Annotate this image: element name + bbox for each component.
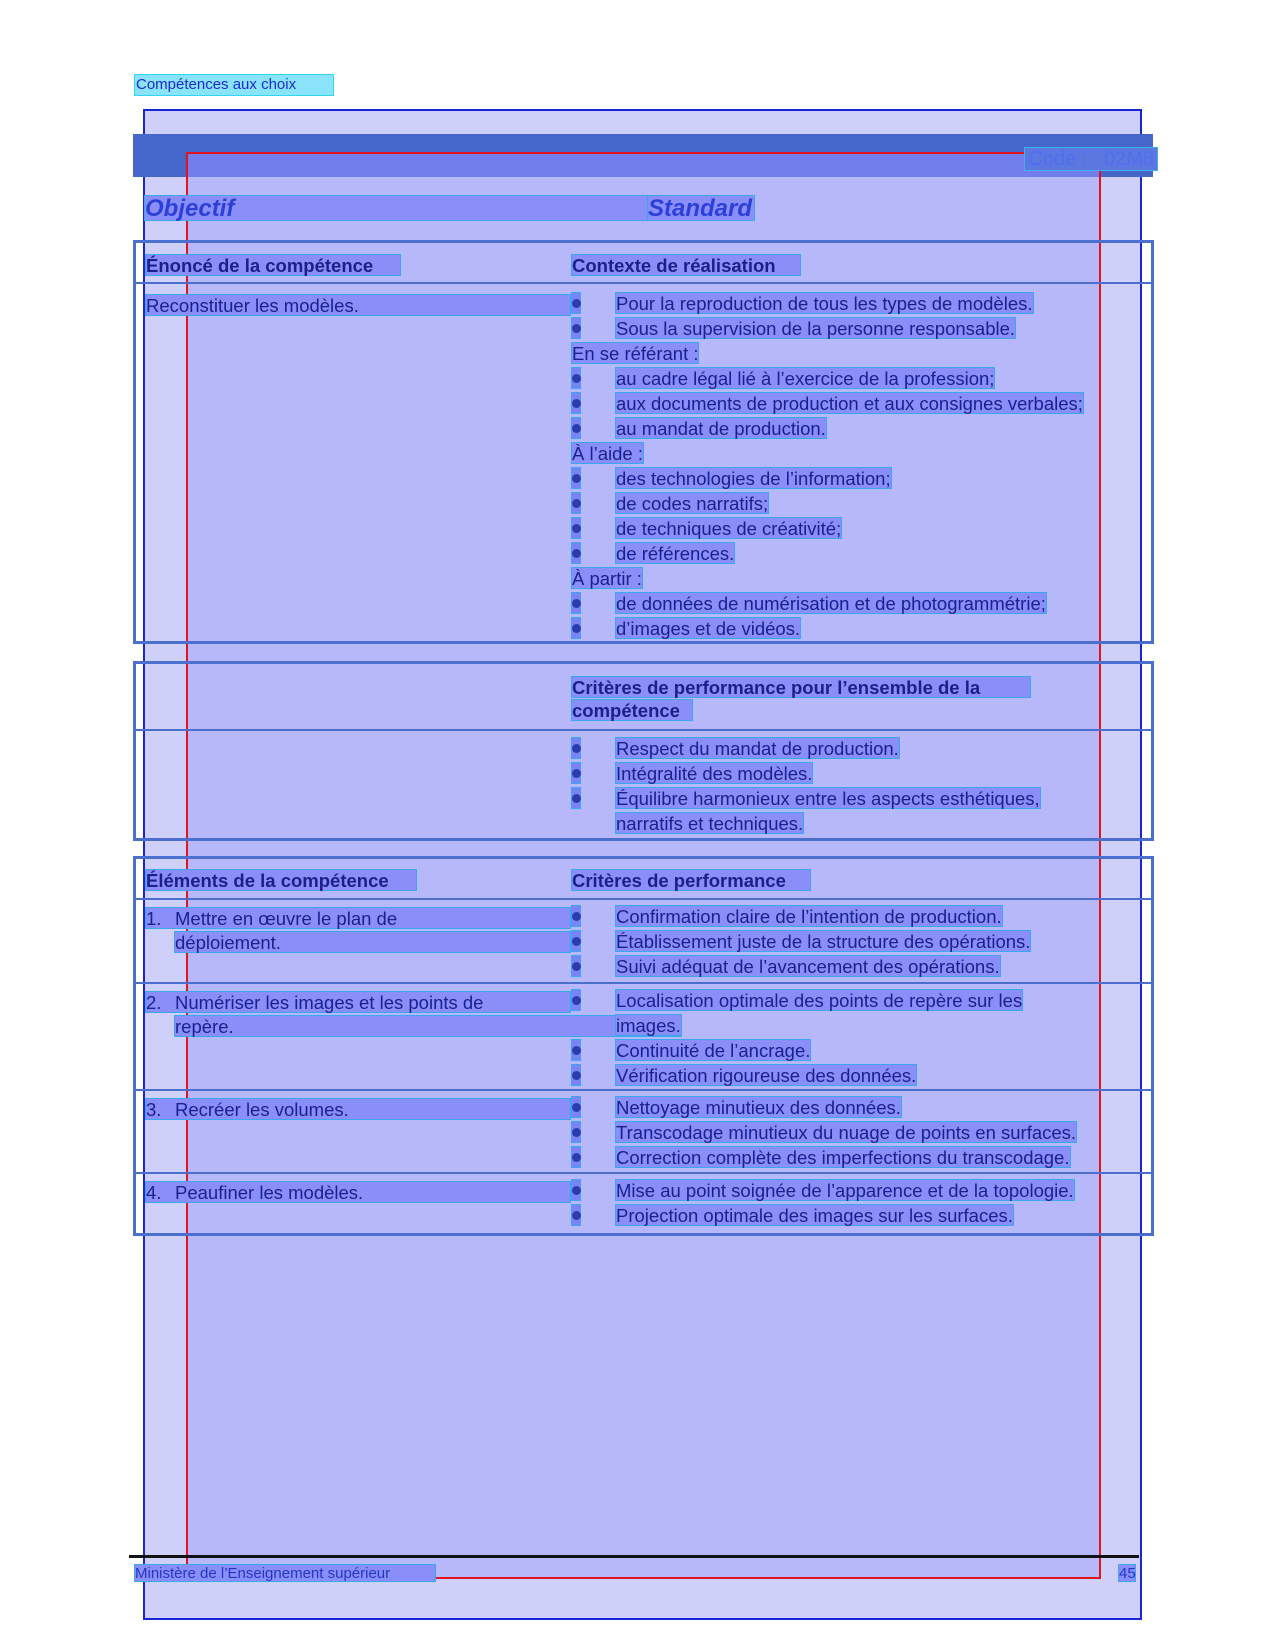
context-subheading: À partir : xyxy=(572,568,642,589)
bullet-dot xyxy=(572,912,581,921)
bullet-dot xyxy=(572,424,581,433)
bullet-marker xyxy=(571,292,581,314)
footer-rule xyxy=(129,1555,1139,1558)
element-line2: déploiement. xyxy=(174,931,571,953)
element-text: Numériser les images et les points de xyxy=(175,992,484,1013)
performance-criterion: Établissement juste de la structure des opérations. xyxy=(616,931,1031,952)
element-row-rule xyxy=(136,982,1152,984)
page-number: 45 xyxy=(1119,1565,1136,1582)
bullet-marker xyxy=(571,1121,581,1143)
bullet-dot xyxy=(572,1046,581,1055)
performance-criterion: Confirmation claire de l’intention de production. xyxy=(616,906,1002,927)
performance-criterion: Continuité de l’ancrage. xyxy=(616,1040,811,1061)
element-row-rule xyxy=(136,1172,1152,1174)
bullet-dot xyxy=(572,624,581,633)
overall-criterion: Équilibre harmonieux entre les aspects esthétiques, xyxy=(616,788,1040,809)
context-bullet-item: au cadre légal lié à l’exercice de la profession; xyxy=(616,368,995,389)
bullet-dot xyxy=(572,937,581,946)
overall-criterion: Intégralité des modèles. xyxy=(616,763,813,784)
performance-criterion: Transcodage minutieux du nuage de points en surfaces. xyxy=(616,1122,1077,1143)
elements-heading: Éléments de la compétence xyxy=(145,869,417,891)
context-bullet-item: des technologies de l’information; xyxy=(616,468,891,489)
element-text: Peaufiner les modèles. xyxy=(175,1182,364,1203)
bullet-dot xyxy=(572,744,581,753)
bullet-marker xyxy=(571,1039,581,1061)
context-bullet-item: de techniques de créativité; xyxy=(616,518,842,539)
code-label: Code : xyxy=(1028,148,1088,170)
element-text: Recréer les volumes. xyxy=(175,1099,349,1120)
context-bullet-item: Sous la supervision de la personne responsable. xyxy=(616,318,1016,339)
bullet-dot xyxy=(572,549,581,558)
bullet-marker xyxy=(571,592,581,614)
bullet-dot xyxy=(572,374,581,383)
bullet-dot xyxy=(572,324,581,333)
bullet-marker xyxy=(571,1146,581,1168)
bullet-dot xyxy=(572,962,581,971)
context-bullet-item: de données de numérisation et de photogrammétrie; xyxy=(616,593,1046,614)
context-bullet-item: de références. xyxy=(616,543,735,564)
elements-header-rule xyxy=(136,898,1152,900)
performance-criterion: Mise au point soignée de l’apparence et de la topologie. xyxy=(616,1180,1074,1201)
bullet-marker xyxy=(571,392,581,414)
context-heading: Contexte de réalisation xyxy=(571,254,801,276)
statement-heading: Énoncé de la compétence xyxy=(145,254,401,276)
bullet-dot xyxy=(572,524,581,533)
bullet-marker xyxy=(571,905,581,927)
table-header-rule xyxy=(136,282,1152,284)
bullet-dot xyxy=(572,499,581,508)
bullet-marker xyxy=(571,762,581,784)
element-number: 4. xyxy=(146,1182,162,1203)
criterion-continuation: images. xyxy=(616,1015,681,1036)
bullet-dot xyxy=(572,996,581,1005)
overall-criteria-heading-line2: compétence xyxy=(571,699,693,721)
performance-criterion: Vérification rigoureuse des données. xyxy=(616,1065,917,1086)
footer-ministry: Ministère de l’Enseignement supérieur xyxy=(134,1564,436,1582)
bullet-dot xyxy=(572,1103,581,1112)
bullet-dot xyxy=(572,1128,581,1137)
overall-criteria-heading-line1: Critères de performance pour l’ensemble de la xyxy=(571,676,1031,698)
bullet-marker xyxy=(571,367,581,389)
bullet-marker xyxy=(571,1096,581,1118)
element-line1 xyxy=(145,1098,571,1120)
bullet-marker xyxy=(571,417,581,439)
performance-criterion: Nettoyage minutieux des données. xyxy=(616,1097,901,1118)
objectif-title: Objectif xyxy=(144,195,648,221)
element-number: 1. xyxy=(146,908,162,929)
bullet-marker xyxy=(571,617,581,639)
bullet-dot xyxy=(572,794,581,803)
element-line1 xyxy=(145,991,571,1013)
performance-criterion: Localisation optimale des points de repère sur les xyxy=(616,990,1023,1011)
context-bullet-item: aux documents de production et aux consignes verbales; xyxy=(616,393,1083,414)
bullet-marker xyxy=(571,1204,581,1226)
overall-criterion: Respect du mandat de production. xyxy=(616,738,899,759)
bullet-dot xyxy=(572,1153,581,1162)
context-subheading: À l’aide : xyxy=(572,443,643,464)
element-line1 xyxy=(145,907,571,929)
performance-criterion: Correction complète des imperfections du transcodage. xyxy=(616,1147,1070,1168)
bullet-dot xyxy=(572,399,581,408)
code-value: 02M8 xyxy=(1103,148,1154,170)
bullet-marker xyxy=(571,1179,581,1201)
bullet-marker xyxy=(571,955,581,977)
bullet-marker xyxy=(571,317,581,339)
bullet-dot xyxy=(572,474,581,483)
element-line1 xyxy=(145,1181,571,1203)
performance-criterion: Suivi adéquat de l’avancement des opérations. xyxy=(616,956,1000,977)
bullet-marker xyxy=(571,1064,581,1086)
performance-criteria-heading: Critères de performance xyxy=(571,869,811,891)
context-bullet-item: de codes narratifs; xyxy=(616,493,769,514)
element-line2: repère. xyxy=(174,1015,682,1037)
context-bullet-item: d’images et de vidéos. xyxy=(616,618,801,639)
bullet-marker xyxy=(571,930,581,952)
context-bullet-item: Pour la reproduction de tous les types de modèles. xyxy=(616,293,1033,314)
element-row-rule xyxy=(136,1089,1152,1091)
bullet-marker xyxy=(571,737,581,759)
context-subheading: En se référant : xyxy=(572,343,699,364)
running-head: Compétences aux choix xyxy=(134,74,334,96)
overall-criteria-rule xyxy=(136,729,1152,731)
bullet-marker xyxy=(571,787,581,809)
standard-title: Standard xyxy=(647,195,755,221)
bullet-marker xyxy=(571,542,581,564)
competency-statement: Reconstituer les modèles. xyxy=(145,294,571,316)
bullet-dot xyxy=(572,599,581,608)
context-bullet-item: au mandat de production. xyxy=(616,418,826,439)
bullet-dot xyxy=(572,1186,581,1195)
competency-code xyxy=(1024,147,1158,171)
element-number: 2. xyxy=(146,992,162,1013)
criterion-continuation: narratifs et techniques. xyxy=(616,813,804,834)
bullet-dot xyxy=(572,299,581,308)
bullet-marker xyxy=(571,989,581,1011)
bullet-marker xyxy=(571,517,581,539)
element-text: Mettre en œuvre le plan de xyxy=(175,908,398,929)
element-number: 3. xyxy=(146,1099,162,1120)
performance-criterion: Projection optimale des images sur les surfaces. xyxy=(616,1205,1013,1226)
bullet-dot xyxy=(572,769,581,778)
bullet-marker xyxy=(571,492,581,514)
bullet-dot xyxy=(572,1211,581,1220)
bullet-marker xyxy=(571,467,581,489)
bullet-dot xyxy=(572,1071,581,1080)
